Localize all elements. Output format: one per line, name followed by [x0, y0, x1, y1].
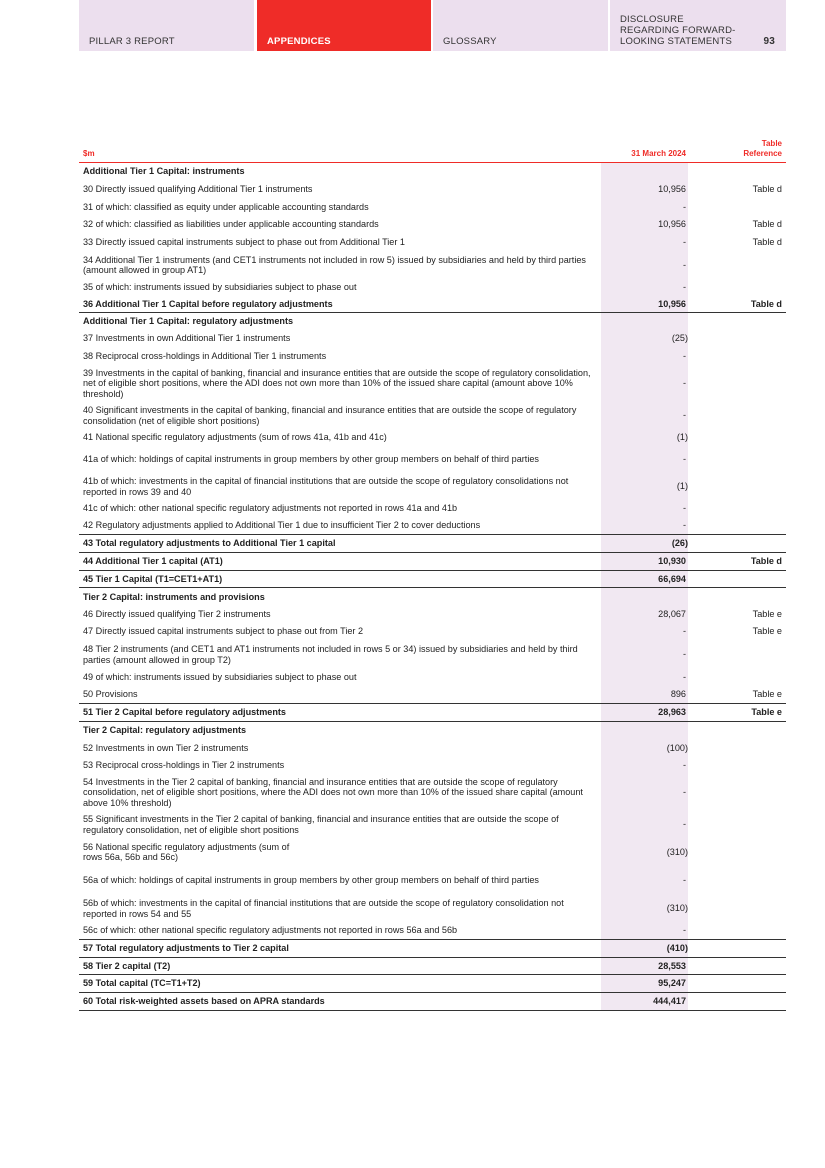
row-label-text: 60 Total risk-weighted assets based on APRA standards	[83, 996, 325, 1007]
row-value: (410)	[666, 943, 688, 954]
table-row	[79, 866, 786, 895]
row-table-reference	[688, 330, 786, 347]
row-value: (310)	[666, 846, 688, 857]
row-value: -	[682, 410, 686, 421]
table-row	[79, 922, 786, 940]
row-value: 444,417	[653, 996, 686, 1007]
nav-tab-glossary[interactable]	[433, 0, 608, 51]
table-row	[79, 993, 786, 1011]
table-row	[79, 296, 786, 313]
row-label-text: 33 Directly issued capital instruments subject to phase out from Additional Tier 1	[83, 236, 405, 247]
row-value: -	[682, 259, 686, 270]
row-table-reference	[688, 739, 786, 757]
row-value: (100)	[666, 742, 688, 753]
row-label	[79, 739, 601, 757]
row-label	[79, 429, 601, 446]
row-label	[79, 402, 601, 429]
row-label-text: 32 of which: classified as liabilities under applicable accounting standards	[83, 219, 379, 230]
row-label	[79, 774, 601, 811]
row-table-reference	[688, 895, 786, 922]
row-value: 95,247	[658, 978, 686, 989]
table-row	[79, 669, 786, 686]
row-label-text: 36 Additional Tier 1 Capital before regulatory adjustments	[83, 298, 333, 309]
row-label-text: 53 Reciprocal cross-holdings in Tier 2 instruments	[83, 760, 285, 771]
table-row	[79, 895, 786, 922]
row-label-text: 35 of which: instruments issued by subsidiaries subject to phase out	[83, 282, 357, 293]
table-row	[79, 163, 786, 180]
row-label-text: 59 Total capital (TC=T1+T2)	[83, 978, 201, 989]
row-label	[79, 606, 601, 623]
row-label	[79, 180, 601, 198]
table-row	[79, 473, 786, 500]
row-label	[79, 686, 601, 703]
nav-tab-forward-looking-statements[interactable]	[610, 0, 786, 51]
row-value: (26)	[671, 538, 688, 549]
row-label	[79, 838, 601, 866]
row-value: -	[682, 282, 686, 293]
row-value: 28,963	[658, 707, 686, 718]
nav-tab-label: DISCLOSURE REGARDING FORWARD- LOOKING STATEMENTS	[620, 14, 736, 47]
row-label-text: 40 Significant investments in the capital of banking, financial and insurance entities that are outside the scope of regulatory consolidation (net of eligible short positions)	[83, 405, 577, 426]
row-label	[79, 588, 601, 606]
row-label	[79, 922, 601, 939]
row-table-reference	[688, 517, 786, 534]
row-value: -	[682, 875, 686, 886]
nav-tab-label: PILLAR 3 REPORT	[89, 36, 175, 47]
row-table-reference: Table d	[752, 219, 782, 230]
header-units: $m	[83, 148, 95, 158]
row-label-text: 44 Additional Tier 1 capital (AT1)	[83, 556, 223, 567]
row-table-reference	[688, 958, 786, 974]
table-row	[79, 757, 786, 774]
nav-tab-label: GLOSSARY	[443, 36, 497, 47]
table-row	[79, 958, 786, 975]
row-table-reference	[688, 993, 786, 1010]
row-label-text: 56a of which: holdings of capital instruments in group members by other group members on behalf of third parties	[83, 875, 539, 886]
row-label	[79, 251, 601, 279]
table-row	[79, 517, 786, 535]
row-label-text: 47 Directly issued capital instruments subject to phase out from Tier 2	[83, 626, 364, 637]
row-label-text: 42 Regulatory adjustments applied to Additional Tier 1 due to insufficient Tier 2 to cover deductions	[83, 520, 481, 531]
page-number: 93	[763, 36, 775, 47]
nav-tab-pillar3-report[interactable]	[79, 0, 254, 51]
row-label-text: 56 National specific regulatory adjustments (sum of rows 56a, 56b and 56c)	[83, 841, 290, 862]
row-label-text: 54 Investments in the Tier 2 capital of banking, financial and insurance entities that are outside the scope of regulatory consolidation, net of eligible short positions, where the ADI does not own more than 10% of the issued share capital (amount above 10% threshold)	[83, 776, 583, 808]
table-row	[79, 313, 786, 330]
row-table-reference	[688, 811, 786, 838]
row-table-reference	[688, 866, 786, 895]
row-value: (25)	[671, 333, 688, 344]
row-label	[79, 993, 601, 1010]
row-value: 28,553	[658, 960, 686, 971]
row-label-text: 50 Provisions	[83, 689, 138, 700]
capital-disclosure-table	[79, 135, 786, 1011]
row-value: (1)	[676, 432, 688, 443]
row-label-text: 49 of which: instruments issued by subsidiaries subject to phase out	[83, 672, 357, 683]
row-label-text: 34 Additional Tier 1 instruments (and CET1 instruments not included in row 5) issued by subsidiaries and held by third parties (amount allowed in group AT1)	[83, 254, 586, 275]
row-value: (1)	[676, 481, 688, 492]
row-table-reference: Table e	[752, 689, 782, 700]
row-label-text: 41a of which: holdings of capital instruments in group members by other group members on behalf of third parties	[83, 454, 539, 465]
row-value: -	[682, 520, 686, 531]
row-table-reference	[688, 571, 786, 587]
table-row	[79, 500, 786, 517]
table-header-row	[79, 135, 786, 163]
row-value: -	[682, 649, 686, 660]
row-table-reference: Table d	[752, 236, 782, 247]
row-label-text: Additional Tier 1 Capital: instruments	[83, 166, 245, 177]
row-label-text: 46 Directly issued qualifying Tier 2 instruments	[83, 609, 271, 620]
row-label-text: 37 Investments in own Additional Tier 1 instruments	[83, 333, 291, 344]
table-row	[79, 429, 786, 446]
table-row	[79, 347, 786, 365]
row-label-text: 48 Tier 2 instruments (and CET1 and AT1 instruments not included in rows 5 or 34) issued by subsidiaries and held by third parties (amount allowed in group T2)	[83, 644, 578, 665]
row-label-text: 45 Tier 1 Capital (T1=CET1+AT1)	[83, 573, 223, 584]
row-table-reference	[688, 347, 786, 365]
row-label	[79, 365, 601, 402]
table-row	[79, 446, 786, 473]
row-label	[79, 330, 601, 347]
table-row	[79, 588, 786, 606]
row-table-reference	[688, 429, 786, 446]
row-label-text: Tier 2 Capital: regulatory adjustments	[83, 725, 247, 736]
table-row	[79, 704, 786, 722]
row-label-text: Additional Tier 1 Capital: regulatory adjustments	[83, 316, 294, 327]
row-value: 896	[670, 689, 686, 700]
table-row	[79, 180, 786, 198]
row-table-reference	[688, 402, 786, 429]
row-value: -	[682, 925, 686, 936]
row-label-text: 38 Reciprocal cross-holdings in Additional Tier 1 instruments	[83, 350, 327, 361]
row-label	[79, 163, 601, 180]
row-value: -	[682, 236, 686, 247]
row-value: -	[682, 378, 686, 389]
table-row	[79, 811, 786, 838]
row-value: 66,694	[658, 573, 686, 584]
row-label	[79, 895, 601, 922]
table-row	[79, 606, 786, 623]
row-label	[79, 571, 601, 587]
row-table-reference	[688, 940, 786, 957]
row-label	[79, 722, 601, 739]
row-label-text: 41c of which: other national specific regulatory adjustments not reported in rows 41a and 41b	[83, 503, 458, 514]
row-label-text: 41b of which: investments in the capital of financial institutions that are outside the scope of regulatory consolidations not reported in rows 39 and 40	[83, 476, 569, 497]
table-row	[79, 623, 786, 640]
row-label	[79, 940, 601, 957]
row-label	[79, 669, 601, 686]
table-row	[79, 535, 786, 553]
row-label	[79, 958, 601, 974]
table-body	[79, 163, 786, 1011]
row-table-reference	[688, 500, 786, 517]
row-label	[79, 517, 601, 534]
table-row	[79, 402, 786, 429]
row-table-reference	[688, 669, 786, 686]
table-row	[79, 774, 786, 811]
row-label	[79, 233, 601, 251]
row-value	[601, 163, 688, 180]
table-row	[79, 198, 786, 216]
row-table-reference	[688, 198, 786, 216]
row-table-reference: Table d	[750, 298, 782, 309]
row-value: 10,956	[658, 298, 686, 309]
row-label	[79, 279, 601, 296]
row-value: 10,956	[658, 219, 686, 230]
row-value: -	[682, 672, 686, 683]
row-table-reference	[688, 774, 786, 811]
row-value: 10,956	[658, 183, 686, 194]
row-label-text: 57 Total regulatory adjustments to Tier 2 capital	[83, 943, 289, 954]
row-label	[79, 296, 601, 312]
row-table-reference: Table e	[752, 626, 782, 637]
row-label	[79, 347, 601, 365]
row-value: -	[682, 503, 686, 514]
row-value: -	[682, 201, 686, 212]
table-row	[79, 279, 786, 296]
table-row	[79, 216, 786, 233]
table-row	[79, 251, 786, 279]
row-label-text: 52 Investments in own Tier 2 instruments	[83, 742, 249, 753]
row-value	[601, 313, 688, 330]
table-row	[79, 739, 786, 757]
row-label	[79, 473, 601, 500]
table-row	[79, 640, 786, 669]
row-table-reference	[688, 838, 786, 866]
table-row	[79, 365, 786, 402]
row-table-reference: Table e	[752, 609, 782, 620]
row-table-reference	[688, 313, 786, 330]
row-table-reference	[688, 163, 786, 180]
row-value: 28,067	[658, 609, 686, 620]
row-label-text: 43 Total regulatory adjustments to Additional Tier 1 capital	[83, 538, 336, 549]
table-row	[79, 233, 786, 251]
row-table-reference	[688, 588, 786, 606]
row-value: 10,930	[658, 556, 686, 567]
nav-tab-label: APPENDICES	[267, 36, 331, 47]
table-row	[79, 940, 786, 958]
table-row	[79, 722, 786, 739]
row-label	[79, 446, 601, 473]
row-label	[79, 757, 601, 774]
row-value: -	[682, 350, 686, 361]
row-label	[79, 313, 601, 330]
row-table-reference	[688, 640, 786, 669]
table-row	[79, 838, 786, 866]
row-label	[79, 623, 601, 640]
row-table-reference: Table d	[752, 183, 782, 194]
row-table-reference	[688, 535, 786, 552]
row-table-reference	[688, 757, 786, 774]
row-table-reference: Table d	[750, 556, 782, 567]
row-label-text: 56b of which: investments in the capital of financial institutions that are outside the scope of regulatory consolidation not reported in rows 54 and 55	[83, 898, 564, 919]
nav-tab-appendices[interactable]	[257, 0, 431, 51]
row-value	[601, 588, 688, 606]
row-value: -	[682, 626, 686, 637]
header-table-reference: Table Reference	[743, 139, 782, 158]
row-table-reference	[688, 279, 786, 296]
table-row	[79, 686, 786, 704]
row-label-text: 41 National specific regulatory adjustments (sum of rows 41a, 41b and 41c)	[83, 432, 387, 443]
row-label-text: 55 Significant investments in the Tier 2 capital of banking, financial and insurance entities that are outside the scope of regulatory consolidation, net of eligible short positions	[83, 814, 559, 835]
row-label	[79, 553, 601, 570]
header-date: 31 March 2024	[631, 148, 686, 158]
row-table-reference	[688, 922, 786, 939]
row-table-reference	[688, 473, 786, 500]
row-label-text: 58 Tier 2 capital (T2)	[83, 960, 171, 971]
row-label	[79, 216, 601, 233]
row-label	[79, 500, 601, 517]
table-row	[79, 330, 786, 347]
row-label	[79, 198, 601, 216]
row-label-text: Tier 2 Capital: instruments and provisions	[83, 591, 265, 602]
row-label	[79, 640, 601, 669]
row-table-reference	[688, 251, 786, 279]
row-value: -	[682, 787, 686, 798]
row-value: -	[682, 760, 686, 771]
row-table-reference	[688, 446, 786, 473]
row-value	[601, 722, 688, 739]
table-row	[79, 571, 786, 588]
row-label	[79, 975, 601, 992]
row-label-text: 30 Directly issued qualifying Additional Tier 1 instruments	[83, 183, 313, 194]
row-label-text: 56c of which: other national specific regulatory adjustments not reported in rows 56a and 56b	[83, 925, 458, 936]
row-label-text: 51 Tier 2 Capital before regulatory adjustments	[83, 707, 286, 718]
row-value: (310)	[666, 903, 688, 914]
row-table-reference	[688, 365, 786, 402]
row-label-text: 39 Investments in the capital of banking, financial and insurance entities that are outside the scope of regulatory consolidation, net of eligible short positions, where the ADI does not own more than 10% of the issued share capital (amount above 10% threshold)	[83, 367, 591, 399]
row-label	[79, 811, 601, 838]
row-label-text: 31 of which: classified as equity under applicable accounting standards	[83, 201, 369, 212]
row-table-reference	[688, 975, 786, 992]
table-row	[79, 975, 786, 993]
row-table-reference	[688, 722, 786, 739]
row-table-reference: Table e	[751, 707, 782, 718]
row-label	[79, 535, 601, 552]
row-value: -	[682, 454, 686, 465]
table-row	[79, 553, 786, 571]
row-label	[79, 866, 601, 895]
row-label	[79, 704, 601, 721]
row-value: -	[682, 819, 686, 830]
